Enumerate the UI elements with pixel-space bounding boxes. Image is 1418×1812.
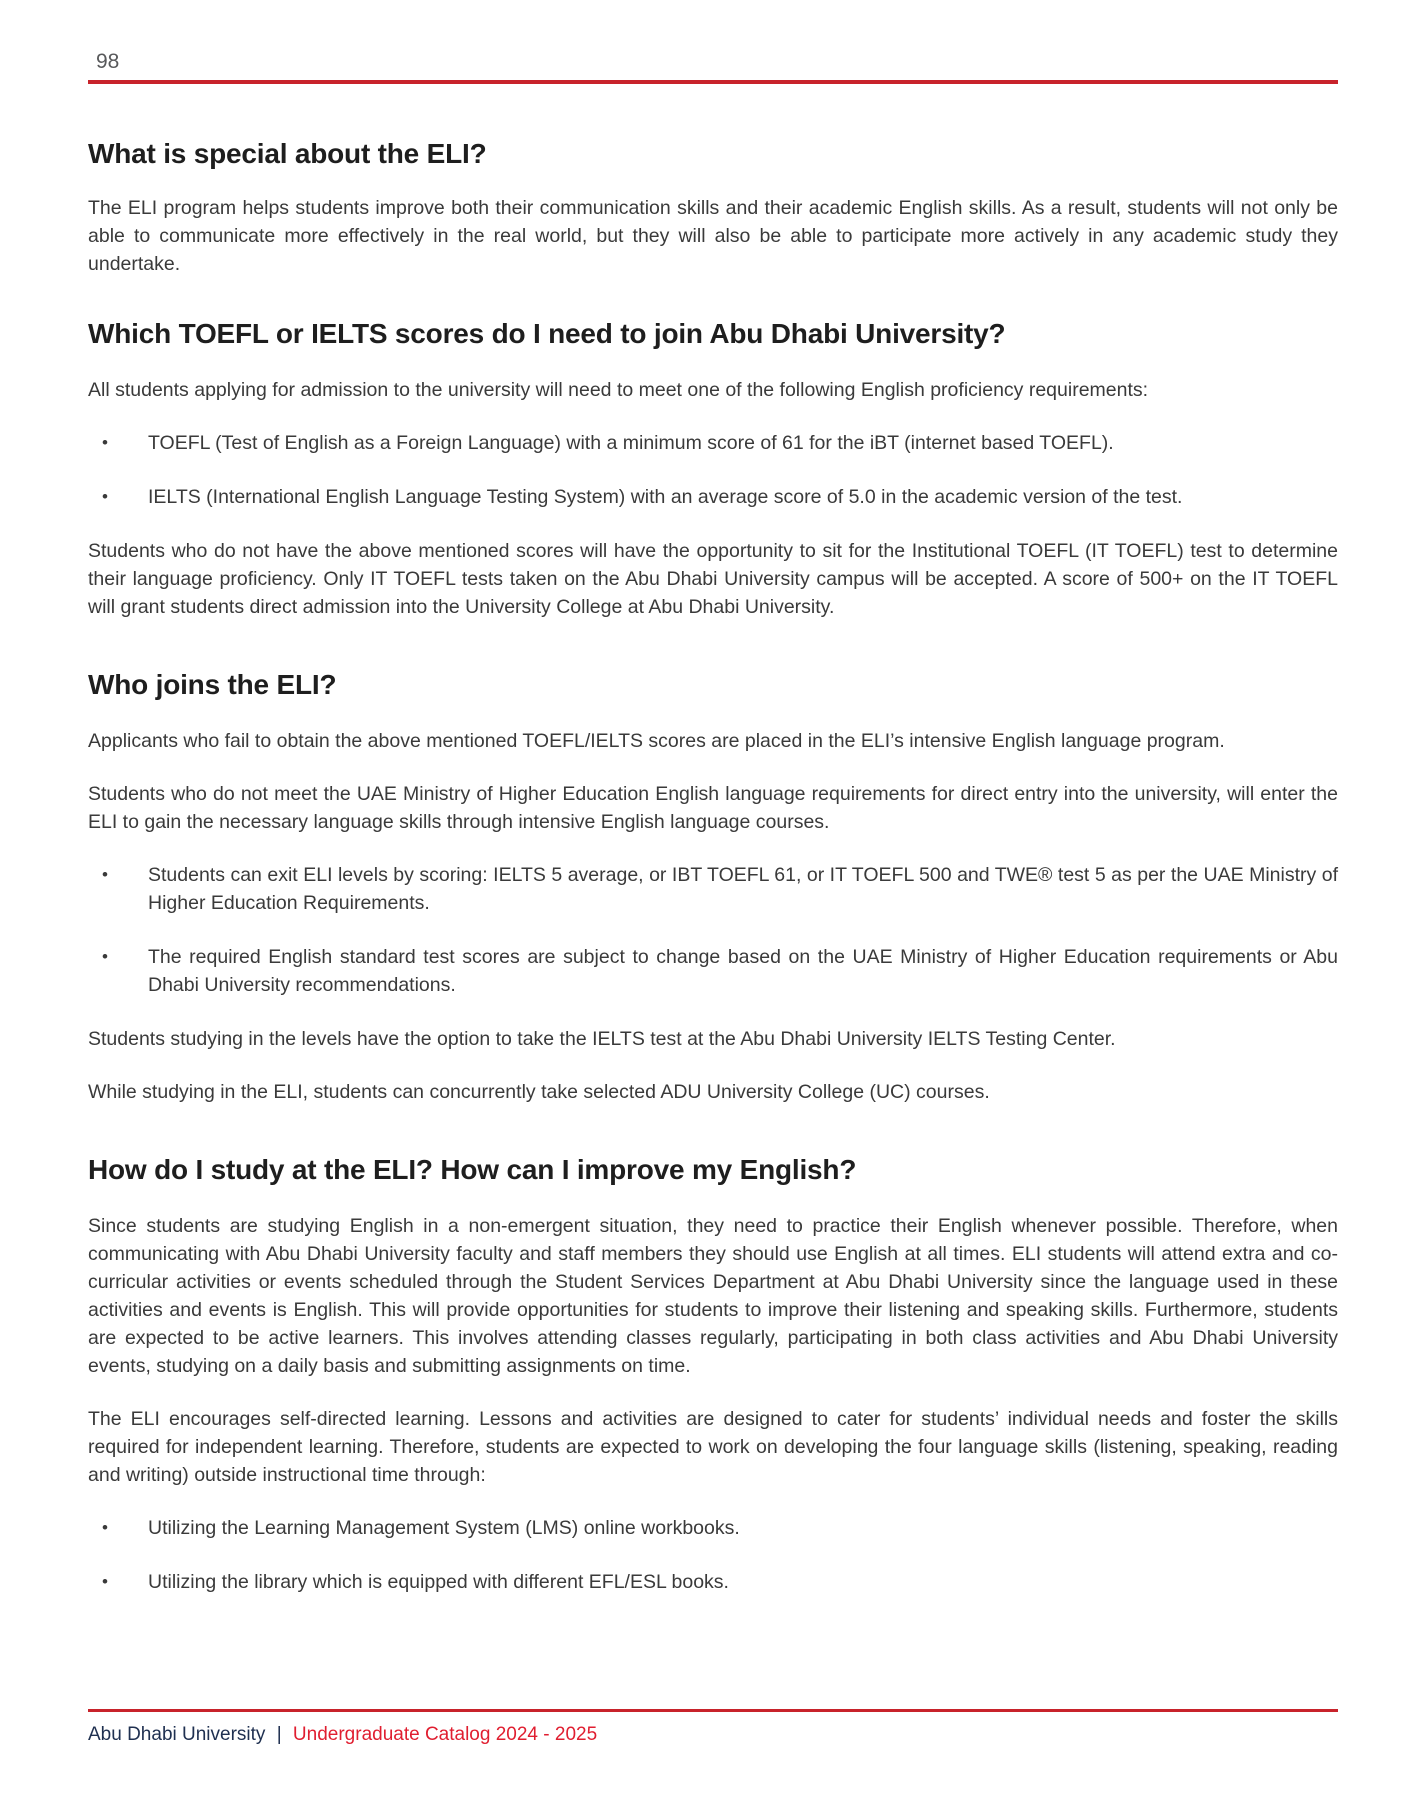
list-item-text: IELTS (International English Language Testing System) with an average score of 5.0 in the academic version of the test. [148, 486, 1183, 508]
paragraph: Applicants who fail to obtain the above mentioned TOEFL/IELTS scores are placed in the ELI’s intensive English language program. [88, 730, 1225, 752]
paragraph: Students who do not meet the UAE Ministry of Higher Education English language requirements for direct entry into the university, will enter the ELI to gain the necessary language skills through intensive English language courses. [88, 783, 1338, 833]
list-item-text: Utilizing the library which is equipped with different EFL/ESL books. [148, 1571, 729, 1593]
bullet-icon: • [102, 487, 108, 506]
section-heading-toefl-ielts: Which TOEFL or IELTS scores do I need to join Abu Dhabi University? [88, 318, 1006, 349]
footer-rule [88, 1709, 1338, 1712]
paragraph: Students studying in the levels have the option to take the IELTS test at the Abu Dhabi University IELTS Testing Center. [88, 1028, 1116, 1050]
paragraph: Students who do not have the above mentioned scores will have the opportunity to sit for the Institutional TOEFL (IT TOEFL) test to determine their language proficiency. Only IT TOEFL tests taken on the Abu Dhabi University campus will be accepted. A score of 500+ on the IT TOEFL will grant students direct admission into the University College at Abu Dhabi University. [88, 540, 1338, 618]
section-toefl-ielts-scores [88, 318, 1338, 621]
bullet-icon: • [102, 1518, 108, 1537]
footer-text [88, 1724, 1338, 1746]
section-what-is-special [88, 138, 1338, 278]
header-rule [88, 80, 1338, 84]
list-item [88, 1514, 1338, 1542]
section-heading-what-is-special: What is special about the ELI? [88, 138, 487, 169]
paragraph: The ELI program helps students improve both their communication skills and their academic English skills. As a result, students will not only be able to communicate more effectively in the real world, but they will also be able to participate more actively in any academic study they undertake. [88, 197, 1338, 275]
list-item-text: Students can exit ELI levels by scoring: IELTS 5 average, or IBT TOEFL 61, or IT TOEFL 500 and TWE® test 5 as per the UAE Ministry of Higher Education Requirements. [148, 864, 1338, 914]
page-number: 98 [96, 50, 120, 73]
section-heading-how-study: How do I study at the ELI? How can I improve my English? [88, 1154, 857, 1185]
paragraph: All students applying for admission to the university will need to meet one of the following English proficiency requirements: [88, 379, 1149, 401]
bullet-icon: • [102, 865, 108, 884]
list-item [88, 483, 1338, 511]
list-item-text: The required English standard test scores are subject to change based on the UAE Ministry of Higher Education requirements or Abu Dhabi University recommendations. [148, 946, 1338, 996]
footer-catalog-title: Undergraduate Catalog 2024 - 2025 [292, 1724, 598, 1745]
paragraph: While studying in the ELI, students can concurrently take selected ADU University College (UC) courses. [88, 1081, 990, 1103]
page-header [88, 50, 1338, 84]
section-who-joins-eli [88, 669, 1338, 1106]
section-how-do-i-study [88, 1154, 1338, 1596]
list-item [88, 861, 1338, 917]
paragraph: The ELI encourages self-directed learning. Lessons and activities are designed to cater for students’ individual needs and foster the skills required for independent learning. Therefore, students are expected to work on developing the four language skills (listening, speaking, reading and writing) outside instructional time through: [88, 1408, 1338, 1486]
list-item [88, 1568, 1338, 1596]
page-body [88, 138, 1338, 1596]
footer-university-name: Abu Dhabi University [88, 1724, 266, 1745]
footer-separator: | [276, 1724, 282, 1745]
page-footer [88, 1709, 1338, 1746]
bullet-icon: • [102, 1572, 108, 1591]
list-item-text: TOEFL (Test of English as a Foreign Language) with a minimum score of 61 for the iBT (internet based TOEFL). [148, 432, 1114, 454]
list-item [88, 429, 1338, 457]
list-item [88, 943, 1338, 999]
paragraph: Since students are studying English in a non-emergent situation, they need to practice their English whenever possible. Therefore, when communicating with Abu Dhabi University faculty and staff members they should use English at all times. ELI students will attend extra and co-curricular activities or events scheduled through the Student Services Department at Abu Dhabi University since the language used in these activities and events is English. This will provide opportunities for students to improve their listening and speaking skills. Furthermore, students are expected to be active learners. This involves attending classes regularly, participating in both class activities and Abu Dhabi University events, studying on a daily basis and submitting assignments on time. [88, 1215, 1338, 1377]
section-heading-who-joins: Who joins the ELI? [88, 669, 337, 700]
bullet-icon: • [102, 947, 108, 966]
bullet-icon: • [102, 433, 108, 452]
list-item-text: Utilizing the Learning Management System (LMS) online workbooks. [148, 1517, 740, 1539]
